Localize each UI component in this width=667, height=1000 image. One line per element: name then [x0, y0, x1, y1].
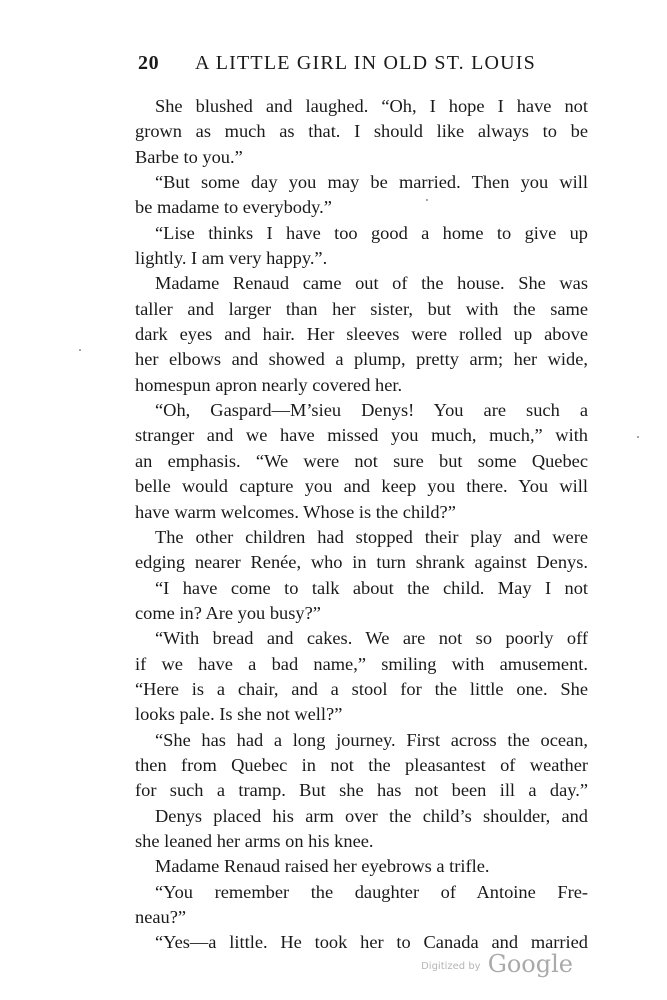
text-line: neau?” — [135, 907, 187, 927]
text-line: “With bread and cakes. We are not so poorly off — [155, 628, 588, 649]
scan-speck — [79, 349, 81, 351]
text-line: if we have a bad name,” smiling with amusement. — [135, 653, 588, 674]
scan-speck — [426, 199, 428, 201]
text-line: “But some day you may be married. Then you will — [155, 172, 588, 193]
text-line: “You remember the daughter of Antoine Fre- — [155, 881, 588, 902]
text-line: “She has had a long journey. First across the ocean, — [155, 729, 588, 750]
page-number: 20 — [138, 52, 160, 74]
text-line: “Oh, Gaspard—M’sieu Denys! You are such a — [155, 400, 588, 421]
scan-speck — [637, 436, 639, 438]
text-line: an emphasis. “We were not sure but some Quebec — [135, 450, 588, 471]
text-line: be madame to everybody.” — [135, 197, 332, 218]
text-line: for such a tramp. But she has not been ill a day.” — [135, 780, 588, 801]
body-text — [135, 94, 588, 956]
text-line: Madame Renaud came out of the house. She was — [155, 273, 588, 294]
text-line: dark eyes and hair. Her sleeves were rolled up above — [135, 324, 588, 345]
text-line: “I have come to talk about the child. May I not — [155, 577, 588, 598]
text-line: She blushed and laughed. “Oh, I hope I have not — [155, 96, 588, 116]
text-line: “Lise thinks I have too good a home to give up — [155, 222, 588, 243]
text-line: The other children had stopped their play and were — [155, 526, 588, 547]
text-line: lightly. I am very happy.”. — [135, 248, 328, 269]
text-line: homespun apron nearly covered her. — [135, 374, 403, 395]
watermark-google-logo: Google — [487, 950, 573, 978]
book-title: A LITTLE GIRL IN OLD ST. LOUIS — [195, 52, 536, 74]
watermark-digitized-label: Digitized by — [421, 961, 481, 972]
google-watermark — [421, 950, 573, 978]
text-line: come in? Are you busy?” — [135, 602, 321, 623]
text-line: Barbe to you.” — [135, 146, 243, 167]
text-line: grown as much as that. I should like always to be — [135, 121, 588, 142]
text-line: Denys placed his arm over the child’s shoulder, and — [155, 805, 588, 826]
running-head — [138, 52, 598, 82]
text-line: edging nearer Renée, who in turn shrank against Denys. — [135, 552, 588, 573]
text-line: belle would capture you and keep you there. You will — [135, 476, 588, 497]
text-line: “Yes—a little. He took her to Canada and married — [155, 932, 588, 953]
text-line: her elbows and showed a plump, pretty arm; her wide, — [135, 349, 588, 370]
text-line: then from Quebec in not the pleasantest of weather — [135, 754, 588, 775]
text-line: Madame Renaud raised her eyebrows a trifle. — [155, 856, 490, 877]
text-line: taller and larger than her sister, but with the same — [135, 298, 588, 319]
text-line: “Here is a chair, and a stool for the little one. She — [135, 678, 588, 699]
text-line: she leaned her arms on his knee. — [135, 830, 374, 851]
text-line: have warm welcomes. Whose is the child?” — [135, 501, 456, 522]
text-line: stranger and we have missed you much, much,” with — [135, 425, 588, 446]
text-line: looks pale. Is she not well?” — [135, 704, 343, 725]
